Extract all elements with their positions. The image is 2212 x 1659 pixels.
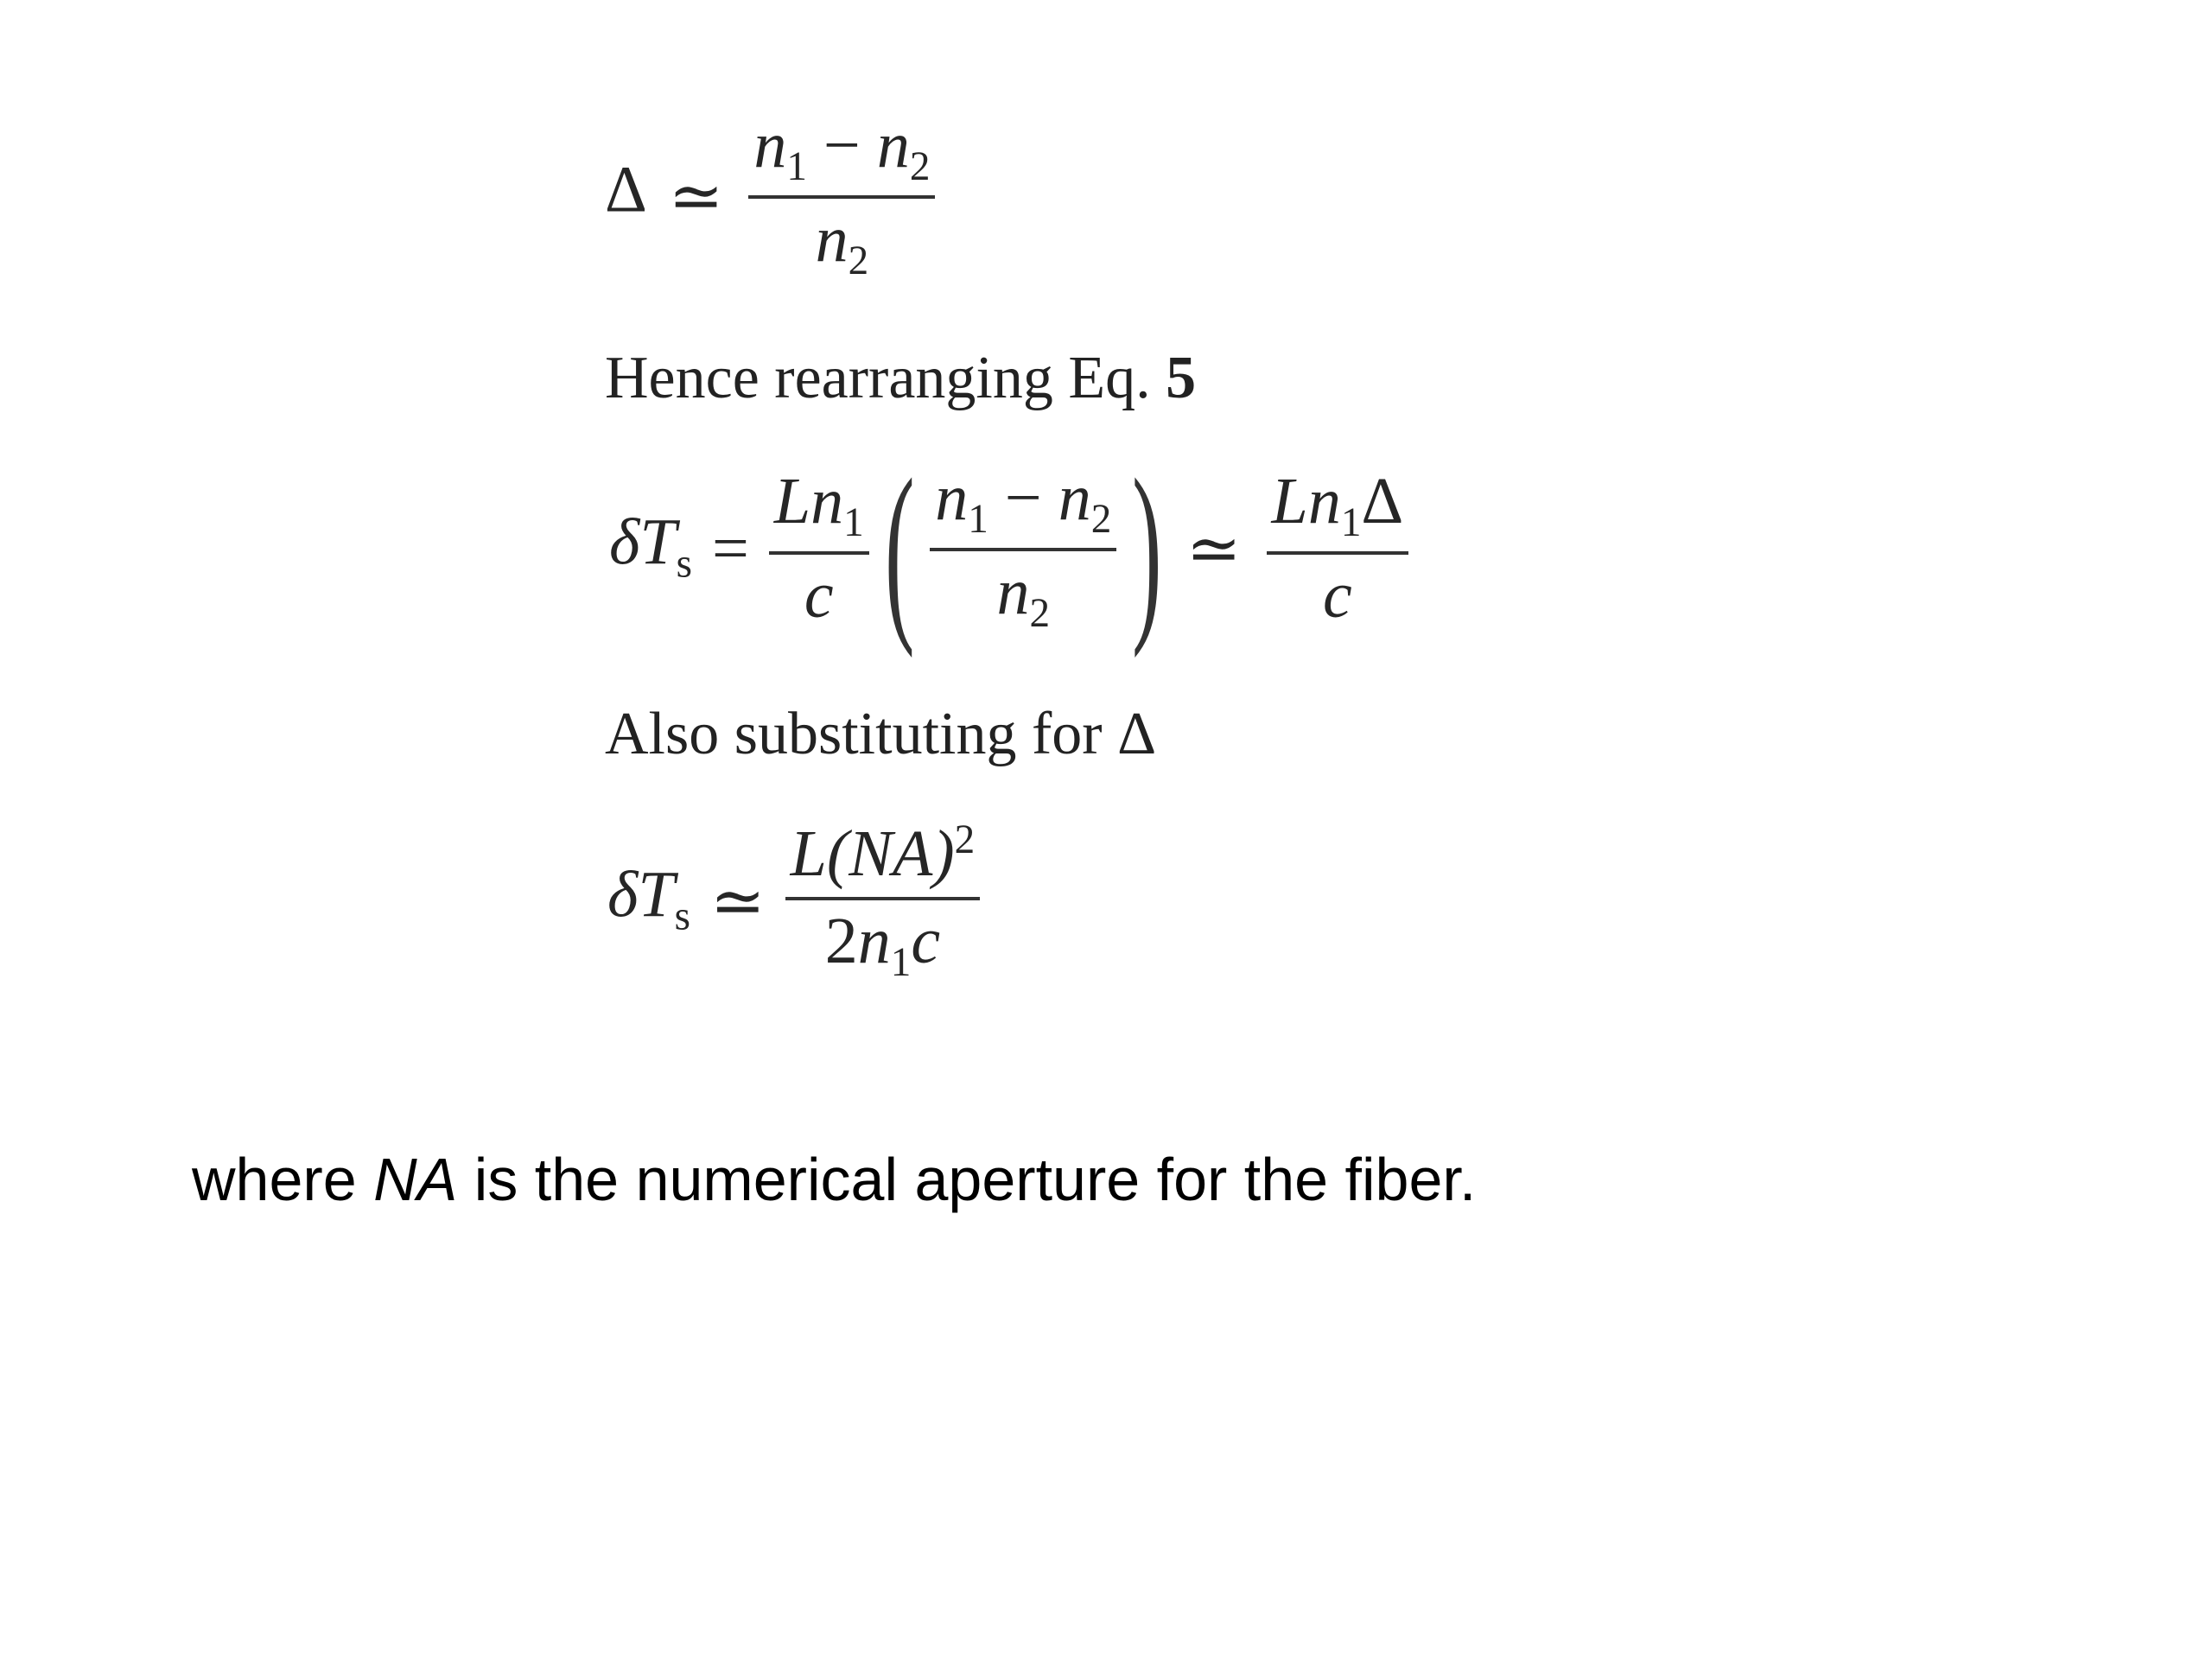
fraction — [769, 464, 869, 633]
l-na-expression: L(NA) — [790, 817, 955, 890]
fraction — [930, 461, 1116, 637]
fraction — [748, 108, 935, 284]
var-c: c — [1323, 559, 1352, 632]
delta-lowercase-symbol: δ — [607, 858, 639, 931]
var-n: n — [810, 464, 844, 537]
text-also-substituting: Also substituting for Δ — [605, 701, 1157, 767]
var-n: n — [1307, 464, 1341, 537]
var-n: n — [815, 203, 849, 276]
var-c: c — [804, 559, 834, 632]
delta-lowercase-symbol: δ — [609, 505, 640, 579]
delta-symbol: Δ — [1361, 464, 1404, 537]
equation-delta-ts-numerical-aperture — [607, 817, 980, 986]
denominator — [785, 900, 981, 986]
subscript: 1 — [786, 144, 807, 190]
approx-symbol: ≃ — [709, 866, 766, 939]
equation-delta-ts-rearranged — [609, 438, 1408, 658]
caption-na-definition — [192, 1145, 1476, 1214]
caption-text: is the numerical aperture for the fiber. — [457, 1146, 1477, 1213]
fraction — [1267, 464, 1409, 633]
minus-sign: − — [823, 109, 861, 181]
var-L: L — [773, 464, 811, 537]
caption-na-term: NA — [373, 1146, 458, 1213]
right-parenthesis: ) — [1132, 438, 1162, 658]
var-T: T — [639, 505, 677, 579]
var-n: n — [876, 109, 910, 181]
subscript: 1 — [843, 500, 864, 546]
approx-symbol: ≃ — [668, 161, 724, 234]
subscript: s — [676, 541, 692, 587]
var-n: n — [935, 461, 969, 534]
subscript: 2 — [848, 238, 869, 284]
subscript: 1 — [968, 497, 988, 542]
subscript: 2 — [909, 144, 931, 190]
text-segment: Hence rearranging Eq. — [605, 345, 1151, 411]
approx-symbol: ≃ — [1185, 513, 1242, 586]
fraction — [785, 817, 981, 986]
var-n: n — [1058, 461, 1091, 534]
delta-symbol: Δ — [605, 153, 644, 226]
var-n: n — [996, 556, 1030, 628]
left-parenthesis: ( — [884, 438, 915, 658]
denominator — [930, 551, 1116, 637]
equals-symbol: = — [711, 512, 749, 585]
subscript: s — [674, 893, 690, 939]
equation-delta-definition — [605, 108, 935, 284]
minus-sign: − — [1004, 461, 1042, 534]
numerator — [748, 108, 935, 199]
numerator — [785, 817, 981, 900]
equation-number: 5 — [1166, 345, 1197, 411]
var-n: n — [857, 905, 891, 977]
caption-text: where — [192, 1146, 374, 1213]
subscript: 1 — [890, 940, 912, 986]
numerator — [1267, 464, 1409, 555]
subscript: 2 — [1090, 497, 1112, 542]
subscript: 2 — [1029, 591, 1051, 637]
var-L: L — [1271, 464, 1308, 537]
denominator — [748, 199, 935, 284]
text-hence-rearranging — [605, 344, 1196, 413]
subscript: 1 — [1340, 500, 1362, 546]
coefficient: 2 — [824, 905, 858, 977]
superscript: 2 — [954, 817, 976, 863]
var-c: c — [911, 905, 941, 977]
var-T: T — [638, 858, 675, 931]
numerator — [769, 464, 869, 555]
numerator — [930, 461, 1116, 551]
var-n: n — [753, 109, 787, 181]
